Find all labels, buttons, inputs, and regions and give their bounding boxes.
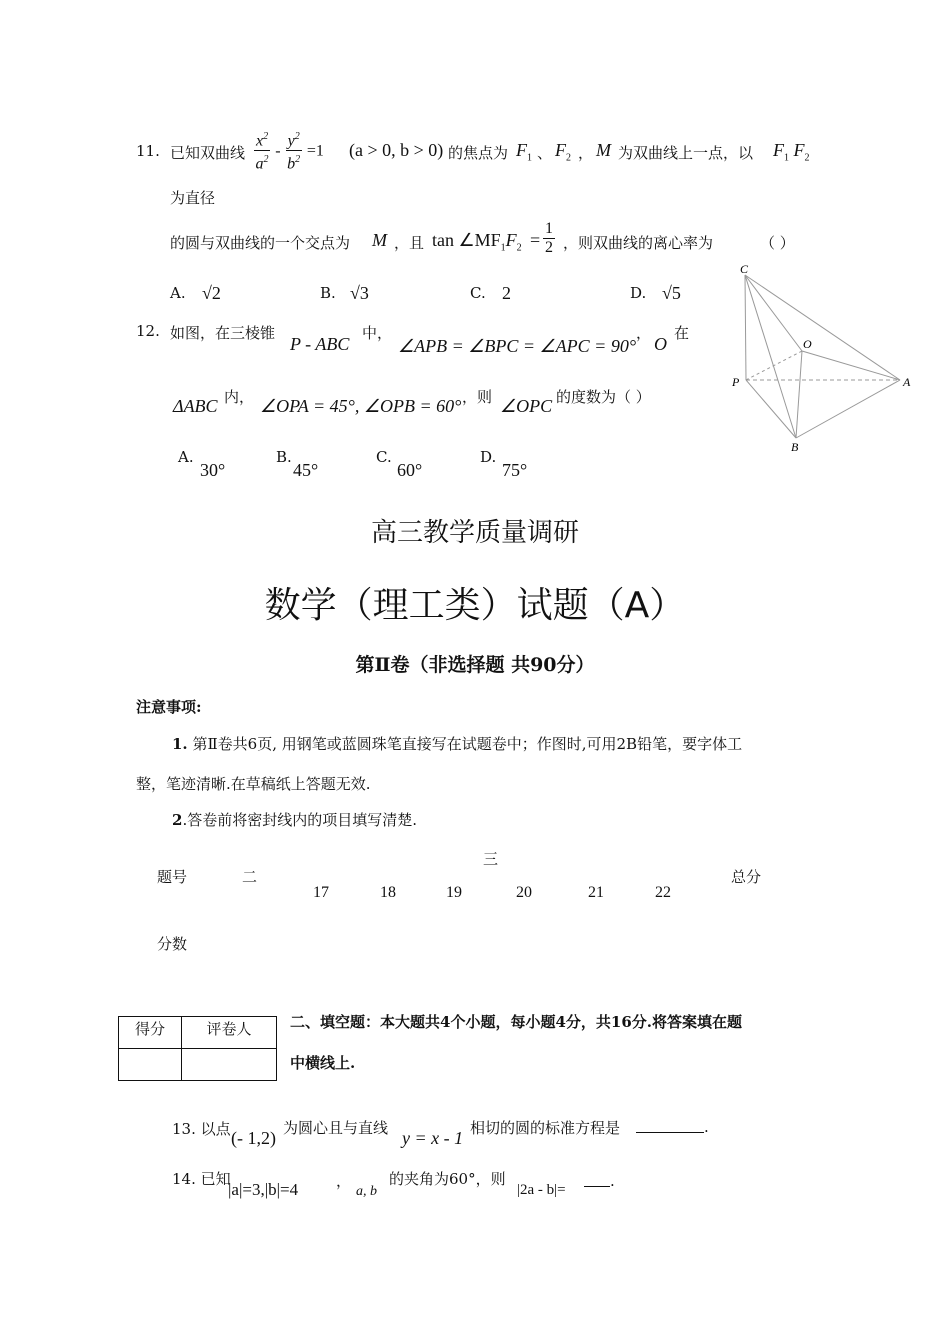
score-table-fenshu: 分数 — [157, 935, 188, 953]
q11-number: 11. — [136, 142, 160, 160]
score-table-zongfen: 总分 — [731, 868, 762, 886]
label-p: P — [732, 375, 740, 389]
q11-comma: ， — [578, 144, 594, 162]
q12-number: 12. — [136, 322, 160, 340]
pyramid-figure — [728, 262, 918, 462]
line-ob — [796, 351, 802, 438]
q11-option-c-value: 2 — [502, 283, 511, 303]
notes-item2: 2.答卷前将密封线内的项目填写清楚. — [172, 811, 417, 829]
q11-option-c-label: C. — [470, 284, 486, 302]
subtitle: 高三教学质量调研 — [370, 518, 579, 548]
q13-number: 13. 以点 — [172, 1120, 231, 1138]
q14-number: 14. 已知 — [172, 1170, 231, 1188]
q14-answer-blank[interactable] — [584, 1186, 610, 1187]
section2-line2: 中横线上. — [290, 1054, 356, 1072]
q11-option-d-value: √5 — [662, 283, 681, 303]
q11-text2: 为双曲线上一点，以 — [618, 144, 754, 162]
notes-item1-line1: 1. 第Ⅱ卷共6页, 用钢笔或蓝圆珠笔直接写在试题卷中；作图时,可用2B铅笔，要字体工 — [172, 735, 743, 753]
q12-option-c-label: C. — [376, 448, 392, 466]
q13-tail: 相切的圆的标准方程是 — [470, 1119, 621, 1137]
line-oa — [802, 351, 900, 380]
q11-option-b-value: √3 — [350, 283, 369, 303]
score-col-22: 22 — [655, 884, 671, 901]
q11-f1: $F_1$ — [516, 140, 532, 164]
q12-option-d-label: D. — [480, 448, 497, 466]
q11-eq: = — [530, 230, 541, 250]
q13-mid: 为圆心且与直线 — [283, 1119, 389, 1137]
score-col-18: 18 — [380, 884, 396, 901]
q12-ze: ，则 — [462, 388, 493, 406]
grading-box-defen: 得分 — [119, 1017, 182, 1049]
q11-text3: 为直径 — [170, 189, 216, 207]
q14-expr: |2a - b|= — [517, 1182, 566, 1198]
q12-option-a-label: A. — [178, 448, 194, 466]
q12-comma: ， — [636, 324, 652, 342]
score-col-21: 21 — [588, 884, 604, 901]
q12-angles: ∠APB = ∠BPC = ∠APC = 90° — [398, 336, 637, 356]
q12-o: O — [654, 334, 667, 354]
q12-zai: 在 — [674, 324, 690, 342]
q12-option-b-label: B. — [276, 448, 292, 466]
q12-opc: ∠OPC — [500, 396, 553, 416]
q11-m2: M — [372, 230, 387, 250]
score-table-tihao: 题号 — [157, 868, 188, 886]
label-b: B — [791, 440, 799, 454]
notes-heading: 注意事项: — [136, 698, 202, 716]
q11-option-a-label: A. — [170, 284, 186, 302]
q12-triangle: ΔABC — [173, 396, 218, 416]
q14-end: . — [610, 1172, 615, 1190]
edge-pb — [746, 380, 796, 438]
q11-half: $\frac{1}{2}$ — [545, 220, 553, 256]
q11-answer-paren: （ ） — [760, 234, 795, 252]
grading-box-pingjuanren: 评卷人 — [182, 1017, 277, 1049]
q13-answer-blank[interactable] — [636, 1132, 704, 1133]
line-oc — [745, 275, 802, 351]
q12-option-d-value: 75° — [502, 460, 528, 480]
q11-option-d-label: D. — [630, 284, 647, 302]
q13-point: (- 1,2) — [231, 1128, 276, 1148]
q11-line2c: ，则双曲线的离心率为 — [563, 234, 714, 252]
q14-ab: a, b — [356, 1184, 377, 1199]
q11-option-a-value: √2 — [202, 283, 221, 303]
line-po — [746, 351, 802, 380]
q12-nei: 内， — [224, 388, 255, 406]
page-title: 数学（理工类）试题（A） — [264, 585, 686, 626]
q12-pyramid: P - ABC — [290, 334, 350, 354]
q12-mid: 中， — [362, 324, 393, 342]
grading-box-grader-cell[interactable] — [182, 1049, 277, 1081]
label-c: C — [740, 262, 749, 276]
q11-line2b: ，且 — [394, 234, 425, 252]
q11-intro: 已知双曲线 — [170, 144, 246, 162]
section2-line1: 二、填空题：本大题共4个小题，每小题4分，共16分.将答案填在题 — [290, 1013, 742, 1031]
q12-opa-opb: ∠OPA = 45°, ∠OPB = 60° — [260, 396, 462, 416]
edge-cp — [745, 275, 746, 380]
edge-cb — [745, 275, 796, 438]
q13-end: . — [704, 1118, 709, 1136]
q11-f2: $F_2$ — [555, 140, 571, 164]
score-col-19: 19 — [446, 884, 462, 901]
score-col-17: 17 — [313, 884, 329, 901]
q13-line: y = x - 1 — [402, 1128, 464, 1148]
q12-intro: 如图，在三棱锥 — [170, 324, 276, 342]
q11-option-b-label: B. — [320, 284, 336, 302]
q12-option-a-value: 30° — [200, 460, 226, 480]
score-table-er: 二 — [242, 868, 258, 886]
q14-comma: ， — [336, 1172, 352, 1190]
q14-mid: 的夹角为60°，则 — [389, 1170, 506, 1188]
q12-tail: 的度数为（ ） — [556, 388, 651, 406]
q11-hyperbola-equation: $\frac{x^2}{a^2}$ - $\frac{y^2}{b^2}$ =1 — [254, 128, 324, 174]
score-col-20: 20 — [516, 884, 532, 901]
q11-condition: (a > 0, b > 0) — [349, 140, 444, 160]
edge-ca — [745, 275, 900, 380]
grading-box-score-cell[interactable] — [119, 1049, 182, 1081]
q11-text1: 的焦点为 — [448, 144, 509, 162]
label-o: O — [803, 337, 812, 351]
q11-f1f2: $F_1$ $F_2$ — [773, 140, 810, 164]
q11-separator: 、 — [537, 144, 553, 162]
q11-tan: $\tan \angle MF_1F_2$ — [432, 230, 522, 254]
part-title: 第Ⅱ卷（非选择题 共90分） — [355, 654, 595, 676]
score-table-san: 三 — [483, 850, 499, 868]
q12-option-c-value: 60° — [397, 460, 423, 480]
q12-option-b-value: 45° — [293, 460, 319, 480]
q14-magnitudes: |a|=3,|b|=4 — [228, 1180, 299, 1199]
q11-line2a: 的圆与双曲线的一个交点为 — [170, 234, 351, 252]
notes-item1-line2: 整，笔迹清晰.在草稿纸上答题无效. — [136, 775, 371, 793]
grading-box — [118, 1016, 277, 1081]
label-a: A — [903, 375, 911, 389]
q11-m: M — [596, 140, 611, 160]
edge-ba — [796, 380, 900, 438]
